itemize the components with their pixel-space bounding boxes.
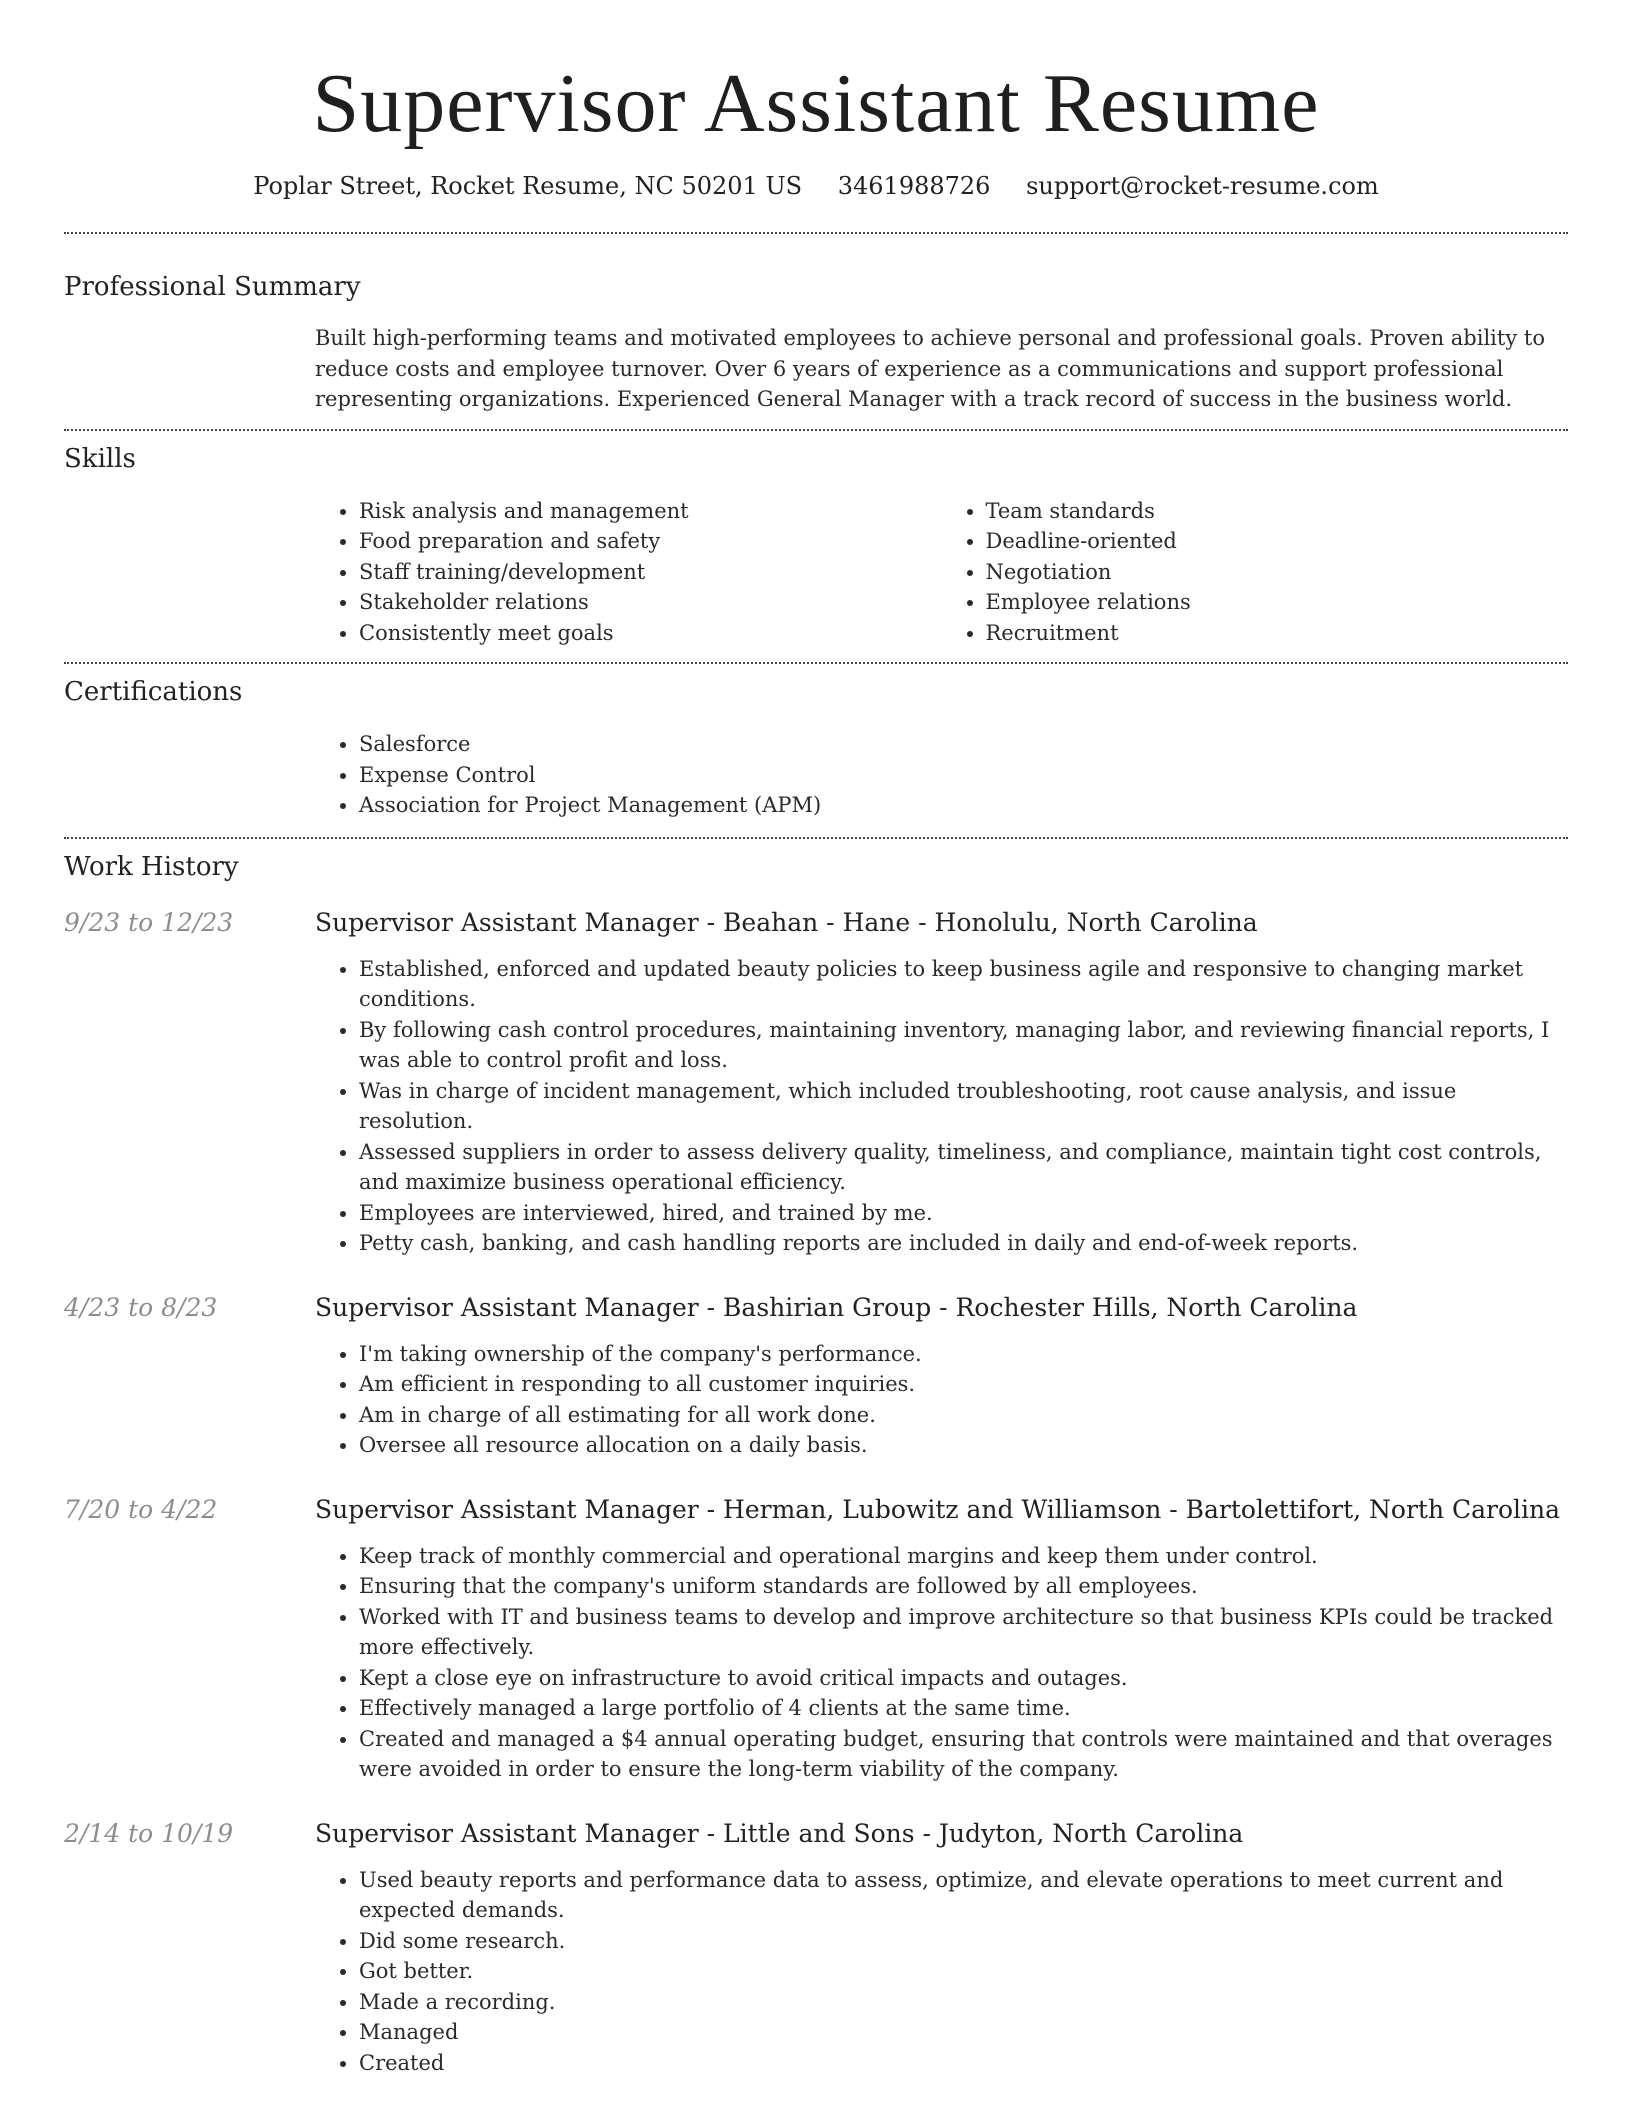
list-item: • Created and managed a $4 annual operating budget, ensuring that controls were maintained and that overages were avoided in order to ensure the long-term viability of the company. [359, 1724, 1568, 1785]
job-entry [64, 1817, 1568, 2079]
skill-item: • Consistently meet goals [359, 618, 942, 649]
skills-list [315, 496, 1568, 649]
resume-page [64, 0, 1568, 2078]
job-date: 9/23 to 12/23 [64, 907, 234, 937]
list-item: • Assessed suppliers in order to assess delivery quality, timeliness, and compliance, maintain tight cost controls, and maximize business operational efficiency. [359, 1137, 1568, 1198]
job-bullets [315, 1865, 1568, 2079]
job-bullets [315, 1339, 1568, 1461]
skill-item: • Staff training/development [359, 557, 942, 588]
list-item: • Managed [359, 2017, 1568, 2048]
skills-heading: Skills [64, 443, 136, 474]
job-date: 4/23 to 8/23 [64, 1292, 218, 1322]
job-bullets [315, 954, 1568, 1259]
list-item: • Kept a close eye on infrastructure to avoid critical impacts and outages. [359, 1663, 1568, 1694]
list-item: • Did some research. [359, 1926, 1568, 1957]
list-item: • Am efficient in responding to all customer inquiries. [359, 1369, 1568, 1400]
job-title: Supervisor Assistant Manager - Little and Sons - Judyton, North Carolina [315, 1818, 1244, 1848]
skill-item: • Deadline-oriented [986, 526, 1569, 557]
list-item: • Was in charge of incident management, which included troubleshooting, root cause analysis, and issue resolution. [359, 1076, 1568, 1137]
certification-item: • Association for Project Management (APM) [359, 790, 1568, 821]
contact-address: Poplar Street, Rocket Resume, NC 50201 US [253, 172, 803, 200]
job-title: Supervisor Assistant Manager - Herman, Lubowitz and Williamson - Bartolettifort, North Carolina [315, 1494, 1561, 1524]
job-entry [64, 1291, 1568, 1461]
skills-column-right [942, 496, 1569, 649]
list-item: • Created [359, 2048, 1568, 2079]
contact-email: support@rocket-resume.com [1026, 172, 1379, 200]
list-item: • Petty cash, banking, and cash handling reports are included in daily and end-of-week reports. [359, 1228, 1568, 1259]
skills-column-left [315, 496, 942, 649]
skill-item: • Risk analysis and management [359, 496, 942, 527]
job-date: 2/14 to 10/19 [64, 1818, 234, 1848]
list-item: • Got better. [359, 1956, 1568, 1987]
job-entry [64, 906, 1568, 1259]
skill-item: • Food preparation and safety [359, 526, 942, 557]
list-item: • Employees are interviewed, hired, and trained by me. [359, 1198, 1568, 1229]
certifications-heading: Certifications [64, 677, 243, 707]
contact-phone: 3461988726 [837, 172, 991, 200]
skill-item: • Negotiation [986, 557, 1569, 588]
work-history-heading: Work History [64, 851, 239, 882]
job-bullets [315, 1541, 1568, 1785]
list-item: • Ensuring that the company's uniform standards are followed by all employees. [359, 1571, 1568, 1602]
list-item: • Keep track of monthly commercial and operational margins and keep them under control. [359, 1541, 1568, 1572]
certifications-section [64, 664, 1568, 821]
list-item: • Used beauty reports and performance data to assess, optimize, and elevate operations to meet current and expected demands. [359, 1865, 1568, 1926]
list-item: • Established, enforced and updated beauty policies to keep business agile and responsive to changing market conditions. [359, 954, 1568, 1015]
list-item: • I'm taking ownership of the company's performance. [359, 1339, 1568, 1370]
page-title: Supervisor Assistant Resume [312, 57, 1320, 150]
skills-section [64, 431, 1568, 649]
list-item: • Am in charge of all estimating for all work done. [359, 1400, 1568, 1431]
work-history-section [64, 839, 1568, 2079]
list-item: • By following cash control procedures, maintaining inventory, managing labor, and reviewing financial reports, I was able to control profit and loss. [359, 1015, 1568, 1076]
list-item: • Worked with IT and business teams to develop and improve architecture so that business KPIs could be tracked more effectively. [359, 1602, 1568, 1663]
certifications-list [315, 729, 1568, 821]
certification-item: • Salesforce [359, 729, 1568, 760]
skill-item: • Stakeholder relations [359, 587, 942, 618]
list-item: • Effectively managed a large portfolio of 4 clients at the same time. [359, 1693, 1568, 1724]
certification-item: • Expense Control [359, 760, 1568, 791]
summary-heading: Professional Summary [64, 272, 361, 302]
skill-item: • Team standards [986, 496, 1569, 527]
skill-item: • Recruitment [986, 618, 1569, 649]
job-entry [64, 1493, 1568, 1785]
summary-section [64, 234, 1568, 415]
job-title: Supervisor Assistant Manager - Bashirian Group - Rochester Hills, North Carolina [315, 1292, 1358, 1322]
contact-line [64, 170, 1568, 202]
list-item: • Made a recording. [359, 1987, 1568, 2018]
list-item: • Oversee all resource allocation on a daily basis. [359, 1430, 1568, 1461]
job-date: 7/20 to 4/22 [64, 1494, 218, 1524]
job-title: Supervisor Assistant Manager - Beahan - Hane - Honolulu, North Carolina [315, 907, 1258, 937]
skill-item: • Employee relations [986, 587, 1569, 618]
summary-text: Built high-performing teams and motivated employees to achieve personal and professional goals. Proven ability to reduce costs and employee turnover. Over 6 years of experience as a communications and support professional representing organizations. Experienced General Manager with a track record of success in the business world. [315, 326, 1545, 411]
